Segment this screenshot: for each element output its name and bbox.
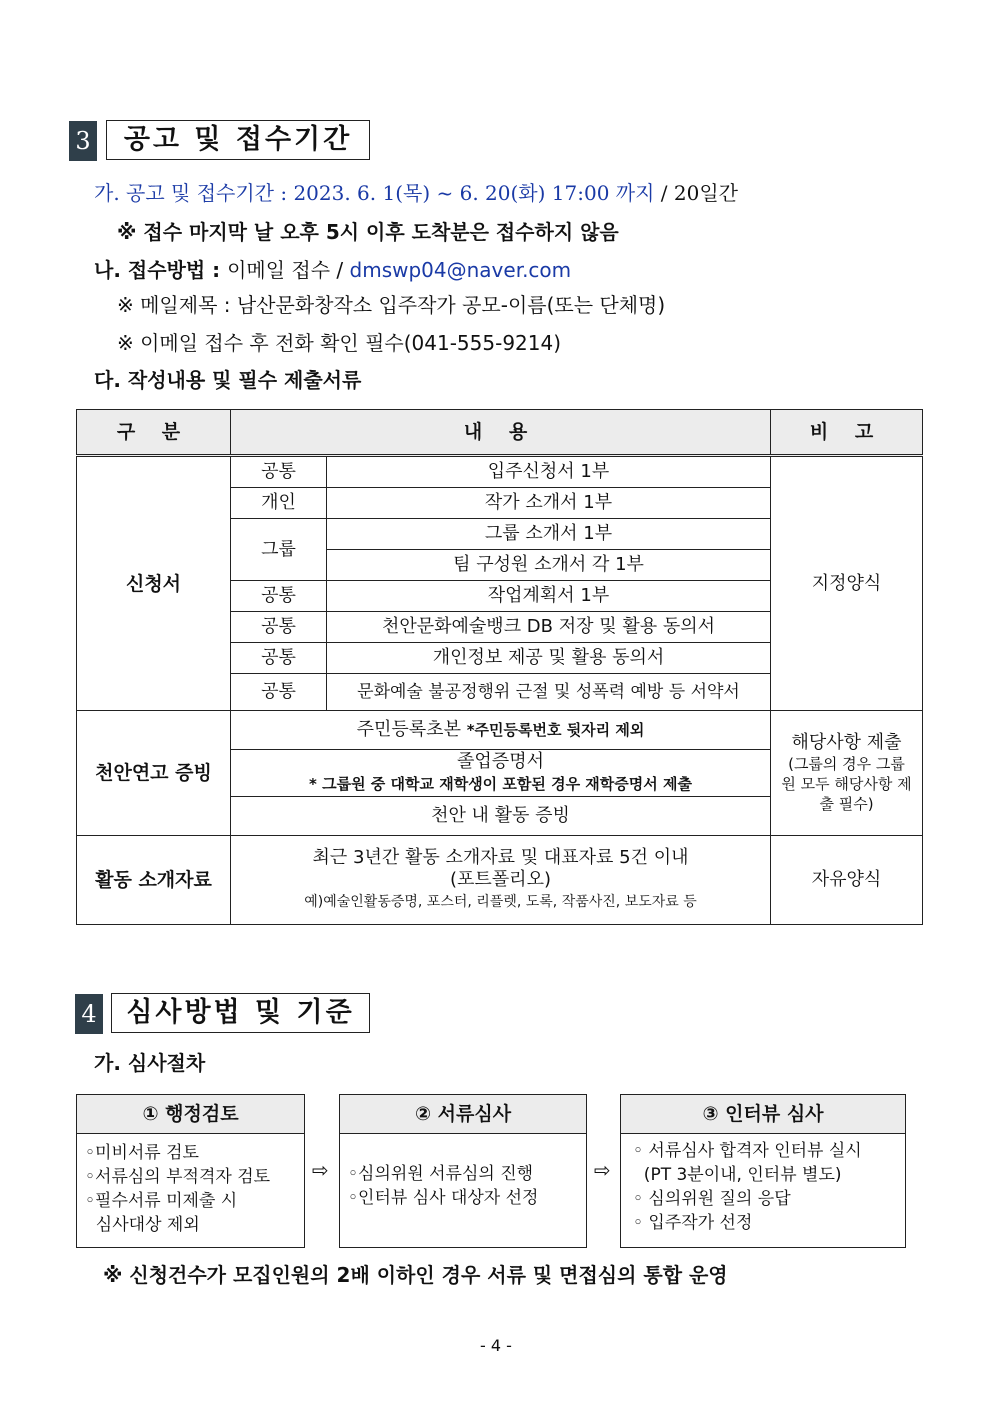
application-category: 신청서: [77, 456, 231, 711]
arrow-right-icon: ⇨: [594, 1158, 611, 1182]
doc-content: 개인정보 제공 및 활용 동의서: [327, 643, 771, 674]
step-line: ◦ 서류심사 합격자 인터뷰 실시: [633, 1141, 862, 1161]
activity-category: 활동 소개자료: [77, 836, 231, 925]
activity-note: 자유양식: [771, 836, 923, 925]
table-header-row: [77, 410, 923, 456]
requirements-table: [76, 409, 923, 925]
step-title: ③ 인터뷰 심사: [621, 1095, 905, 1134]
step-box: [339, 1094, 587, 1248]
reception-method-label: 나. 접수방법 :: [94, 258, 228, 282]
step-body: [77, 1134, 304, 1243]
section-number: 3: [69, 121, 97, 161]
proof-category: 천안연고 증빙: [77, 711, 231, 836]
proof-note-main: 해당사항 제출: [791, 732, 902, 753]
proof-row-resident-sub: *주민등록번호 뒷자리 제외: [466, 721, 645, 739]
step-box: [76, 1094, 305, 1248]
table-row: [77, 456, 923, 488]
reception-duration: / 20일간: [660, 181, 738, 205]
application-note: 지정양식: [771, 456, 923, 711]
documents-heading: 다. 작성내용 및 필수 제출서류: [94, 368, 362, 392]
section-title: 공고 및 접수기간: [106, 120, 370, 160]
page-number: - 4 -: [480, 1336, 512, 1355]
proof-note: [771, 711, 923, 836]
doc-type: 공통: [231, 581, 327, 612]
table-row: [77, 836, 923, 925]
reception-period-text: 가. 공고 및 접수기간 : 2023. 6. 1(목) ~ 6. 20(화) 17:00 까지: [94, 181, 661, 205]
step-line: ◦미비서류 검토: [85, 1143, 199, 1163]
arrow-right-icon: ⇨: [312, 1158, 329, 1182]
table-row: [77, 711, 923, 750]
section-number: 4: [75, 994, 103, 1034]
activity-content: [231, 836, 771, 925]
doc-content: 그룹 소개서 1부: [327, 519, 771, 550]
activity-examples: 예)예술인활동증명, 포스터, 리플렛, 도록, 작품사진, 보도자료 등: [304, 894, 697, 910]
header-content: 내 용: [231, 410, 771, 456]
step-line: (PT 3분이내, 인터뷰 별도): [633, 1165, 842, 1185]
proof-row-activity: 천안 내 활동 증빙: [231, 797, 771, 836]
doc-type: 그룹: [231, 519, 327, 581]
proof-row-graduation: [231, 750, 771, 797]
step-body: [340, 1134, 586, 1216]
step-line: ◦ 심의위원 질의 응답: [633, 1189, 791, 1209]
activity-line: (포트폴리오): [450, 869, 551, 890]
section-title: 심사방법 및 기준: [111, 993, 370, 1033]
proof-row-graduation-sub: * 그룹원 중 대학교 재학생이 포함된 경우 재학증명서 제출: [309, 775, 692, 793]
step-line: ◦인터뷰 심사 대상자 선정: [348, 1188, 539, 1208]
doc-type: 공통: [231, 643, 327, 674]
step-line: ◦서류심의 부적격자 검토: [85, 1167, 271, 1187]
doc-type: 공통: [231, 674, 327, 711]
step-line: ◦필수서류 미제출 시: [85, 1191, 238, 1211]
step-line: 심사대상 제외: [85, 1215, 200, 1235]
doc-type: 공통: [231, 456, 327, 488]
doc-content: 작업계획서 1부: [327, 581, 771, 612]
doc-content: 작가 소개서 1부: [327, 488, 771, 519]
doc-content: 문화예술 불공정행위 근절 및 성폭력 예방 등 서약서: [327, 674, 771, 711]
header-note: 비 고: [771, 410, 923, 456]
reception-deadline-note: ※ 접수 마지막 날 오후 5시 이후 도착분은 접수하지 않음: [117, 220, 619, 244]
doc-type: 공통: [231, 612, 327, 643]
integrated-review-note: ※ 신청건수가 모집인원의 2배 이하인 경우 서류 및 면접심의 통합 운영: [103, 1263, 728, 1287]
doc-type: 개인: [231, 488, 327, 519]
doc-content: 팀 구성원 소개서 각 1부: [327, 550, 771, 581]
header-category: 구 분: [77, 410, 231, 456]
reception-period: [94, 180, 738, 206]
step-line: ◦심의위원 서류심의 진행: [348, 1164, 534, 1184]
review-procedure-heading: 가. 심사절차: [94, 1051, 206, 1075]
mail-subject-note: ※ 메일제목 : 남산문화창작소 입주작가 공모-이름(또는 단체명): [117, 293, 666, 317]
step-title: ② 서류심사: [340, 1095, 586, 1134]
reception-method-text: 이메일 접수 /: [227, 258, 350, 282]
doc-content: 입주신청서 1부: [327, 456, 771, 488]
step-box: [620, 1094, 906, 1248]
reception-method: [94, 257, 571, 283]
proof-row-graduation-main: 졸업증명서: [457, 751, 544, 772]
phone-confirm-note: ※ 이메일 접수 후 전화 확인 필수(041-555-9214): [117, 331, 562, 355]
proof-row-resident-main: 주민등록초본: [356, 719, 467, 740]
proof-note-sub: (그룹의 경우 그룹원 모두 해당사항 제출 필수): [781, 755, 912, 813]
doc-content: 천안문화예술뱅크 DB 저장 및 활용 동의서: [327, 612, 771, 643]
step-line: ◦ 입주작가 선정: [633, 1213, 753, 1233]
proof-row-resident: [231, 711, 771, 750]
step-body: [621, 1134, 905, 1241]
activity-line: 최근 3년간 활동 소개자료 및 대표자료 5건 이내: [312, 847, 689, 868]
email-address[interactable]: dmswp04@naver.com: [349, 258, 572, 282]
step-title: ① 행정검토: [77, 1095, 304, 1134]
